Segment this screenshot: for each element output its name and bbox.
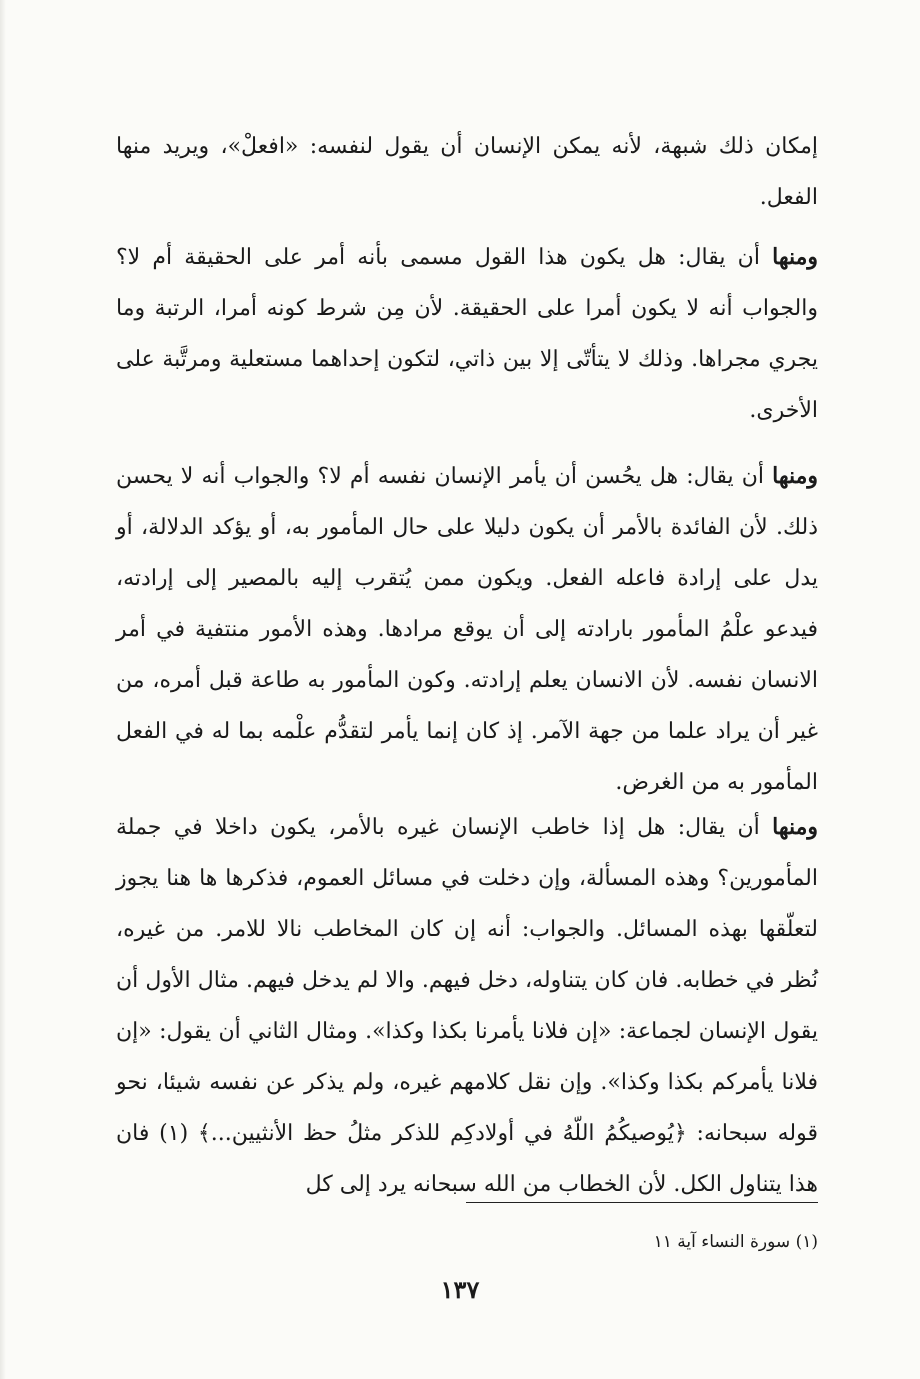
scan-edge-shadow <box>0 0 6 1379</box>
footnote: (١) سورة النساء آية ١١ <box>653 1232 818 1252</box>
paragraph-3-text: أن يقال: هل يحُسن أن يأمر الإنسان نفسه أم لا؟ والجواب أنه لا يحسن ذلك. لأن الفائدة بالأمر أن يكون دليلا على حال المأمور به، أو يؤكد الدلالة، أو يدل على إرادة فاعله الفعل. ويكون ممن يُتقرب إليه بالمصير إلى إرادته، فيدعو علْمُ المأمور بارادته إلى أن يوقع مرادها. وهذه الأمور منتفية في أمر الانسان نفسه. لأن الانسان يعلم إرادته. وكون المأمور به طاعة قبل أمره، من غير أن يراد علما من جهة الآمر. إذ كان إنما يأمر لتقدُّم علْمه بما له في الفعل المأمور به من الغرض. <box>116 464 818 795</box>
paragraph-2-text: أن يقال: هل يكون هذا القول مسمى بأنه أمر على الحقيقة أم لا؟ والجواب أنه لا يكون أمرا على الحقيقة. لأن مِن شرط كونه أمرا، الرتبة وما يجري مجراها. وذلك لا يتأتّى إلا بين ذاتي، لتكون إحداهما مستعلية ومرتَّبة على الأخرى. <box>116 245 818 423</box>
paragraph-4-text: أن يقال: هل إذا خاطب الإنسان غيره بالأمر، يكون داخلا في جملة المأمورين؟ وهذه المسألة، وإن دخلت في مسائل العموم، فذكرها ها هنا يجوز لتعلّقها بهذه المسائل. والجواب: أنه إن كان المخاطب نالا للامر. من غيره، نُظر في خطابه. فان كان يتناوله، دخل فيهم. والا لم يدخل فيهم. مثال الأول أن يقول الإنسان لجماعة: «إن فلانا يأمرنا بكذا وكذا». ومثال الثاني أن يقول: «إن فلانا يأمركم بكذا وكذا». وإن نقل كلامهم غيره، ولم يذكر عن نفسه شيئا، نحو قوله سبحانه: ﴿يُوصيكُمُ اللّهُ في أولادكِم للذكر مثلُ حظ الأنثيين...﴾ (١) فان هذا يتناول الكل. لأن الخطاب من الله سبحانه يرد إلى كل <box>116 815 818 1197</box>
paragraph-3-lead: ومنها <box>772 463 818 489</box>
paragraph-3 <box>116 451 818 808</box>
paragraph-2-lead: ومنها <box>772 244 818 270</box>
paragraph-1 <box>116 121 818 223</box>
paragraph-2 <box>116 232 818 436</box>
paragraph-4-lead: ومنها <box>772 814 818 840</box>
footnote-divider <box>466 1202 818 1203</box>
paragraph-4 <box>116 802 818 1210</box>
page-number: ١٣٧ <box>440 1275 480 1304</box>
paragraph-1-text: إمكان ذلك شبهة، لأنه يمكن الإنسان أن يقول لنفسه: «افعلْ»، ويريد منها الفعل. <box>116 134 818 210</box>
